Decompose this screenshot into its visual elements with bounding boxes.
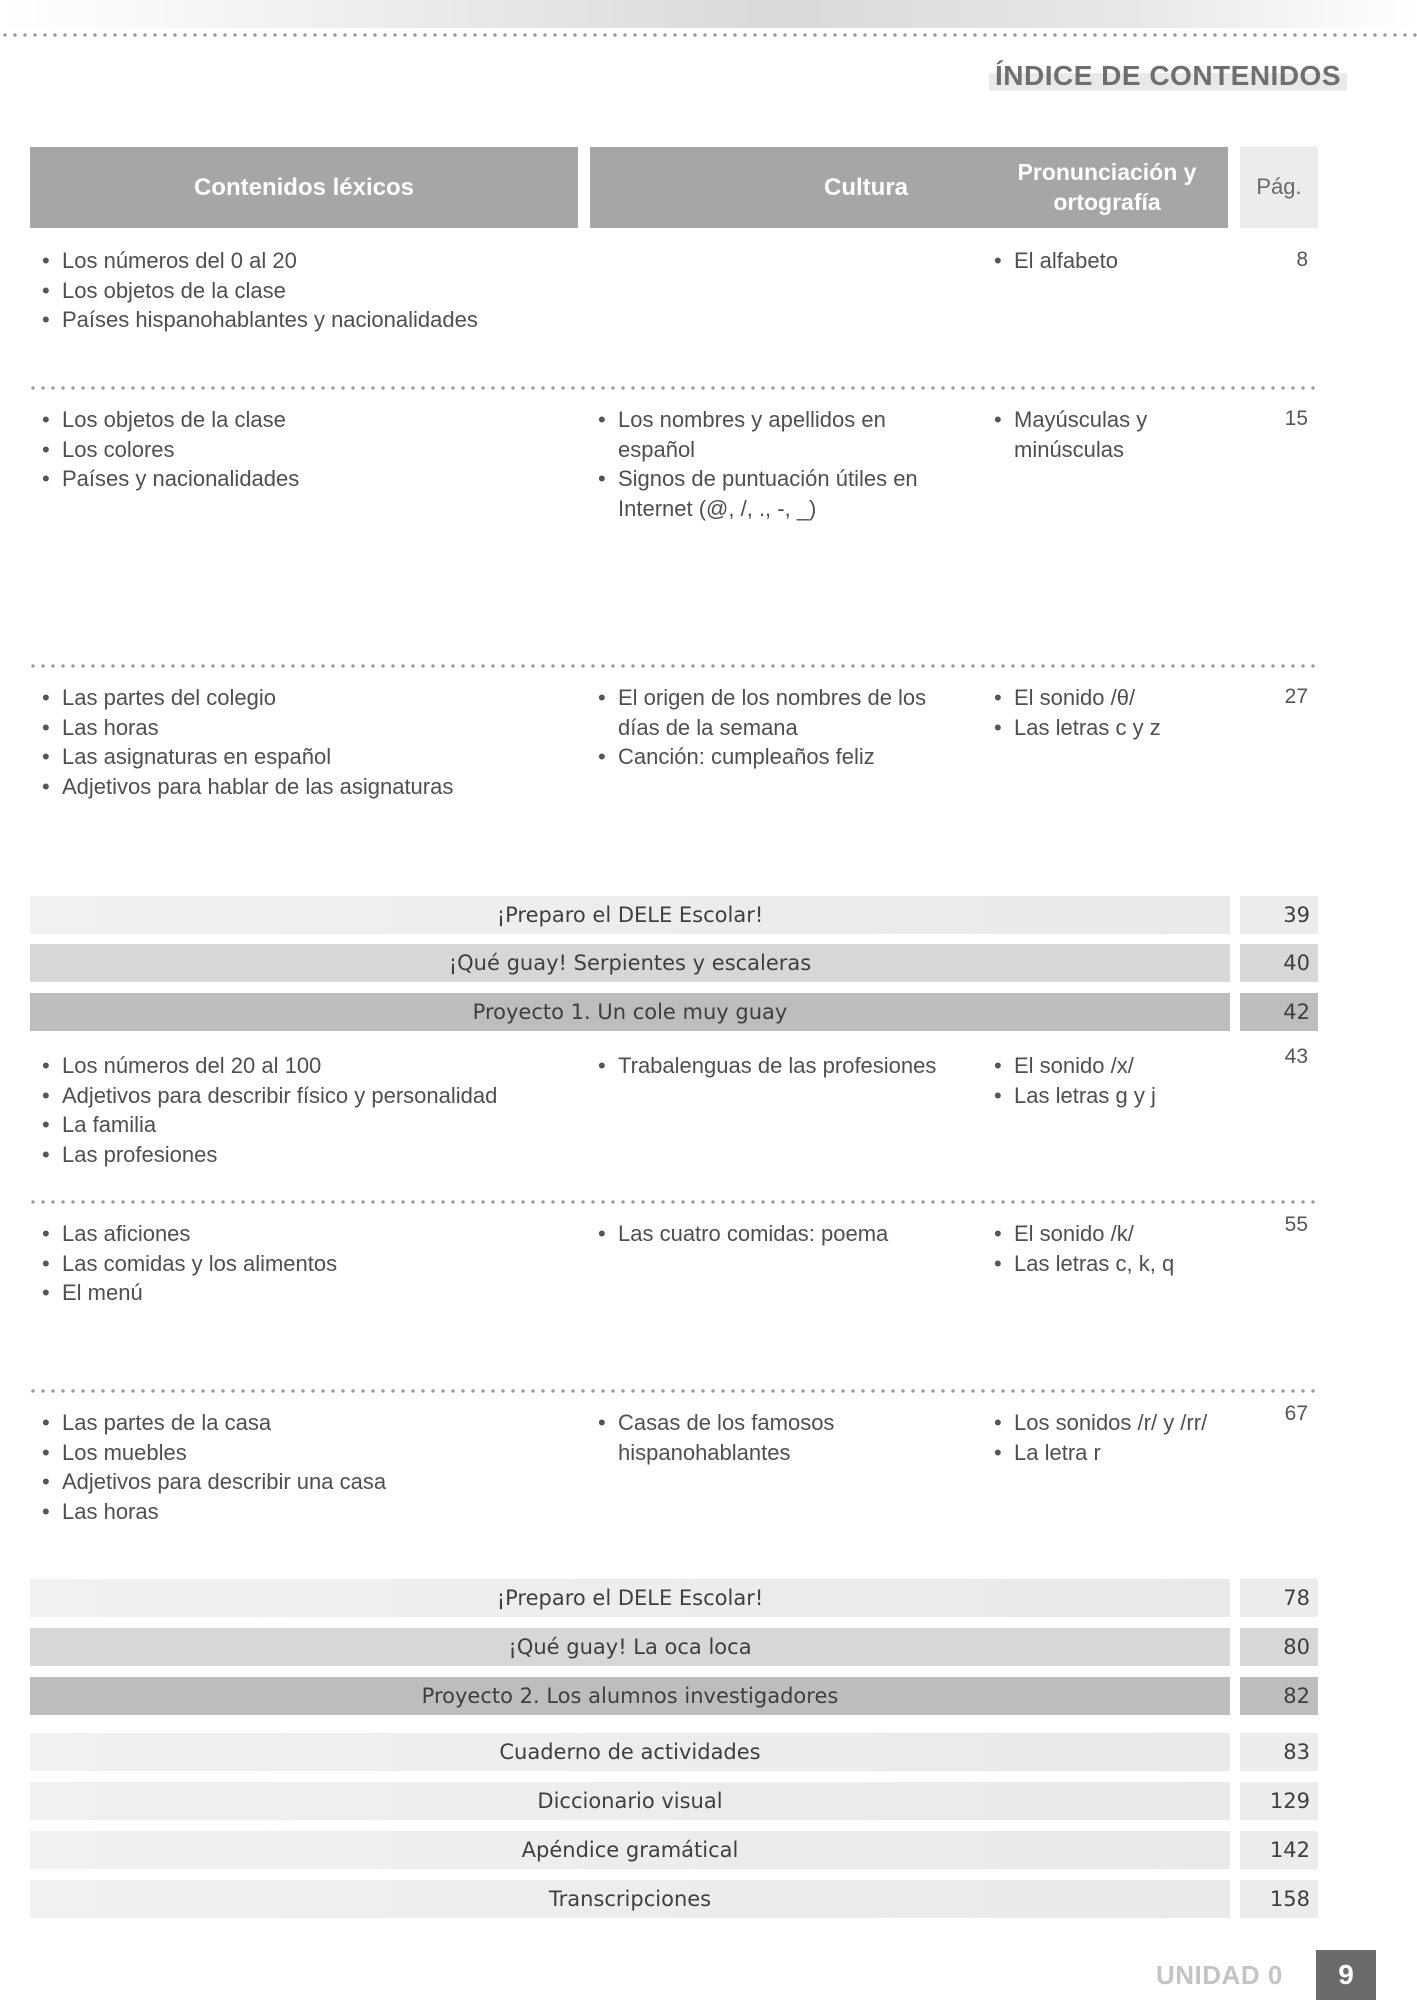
list-item: • Las partes de la casa	[40, 1408, 580, 1438]
unit-4-page: 43	[1284, 1045, 1308, 1068]
list-item: • El origen de los nombres de los días de la semana	[596, 683, 968, 742]
list-item: • El alfabeto	[992, 246, 1222, 276]
bar-apendice-gramatical-page: 142	[1240, 1831, 1318, 1869]
unit-6-pronunciacion	[992, 1408, 1222, 1467]
unit-3-cultura	[596, 683, 968, 772]
list-item: • La letra r	[992, 1438, 1222, 1468]
list-item: • La familia	[40, 1110, 580, 1140]
list-item: • Trabalenguas de las profesiones	[596, 1051, 968, 1081]
list-item: • Las letras c, k, q	[992, 1249, 1222, 1279]
list-item: • Países hispanohablantes y nacionalidades	[40, 305, 580, 335]
footer-unit-label: UNIDAD 0	[1156, 1960, 1283, 1990]
list-item: • Las asignaturas en español	[40, 742, 580, 772]
list-item: • Canción: cumpleaños feliz	[596, 742, 968, 772]
list-item: • Adjetivos para hablar de las asignaturas	[40, 772, 580, 802]
header-contenidos-lexicos: Contenidos léxicos	[30, 147, 578, 228]
bar-dele-escolar-1: ¡Preparo el DELE Escolar!	[30, 896, 1230, 934]
unit-6-page: 67	[1284, 1402, 1308, 1425]
bar-transcripciones-page: 158	[1240, 1880, 1318, 1918]
bar-diccionario-visual: Diccionario visual	[30, 1782, 1230, 1820]
dotted-divider	[28, 664, 1318, 668]
dotted-divider	[28, 1200, 1318, 1204]
bar-proyecto-2-page: 82	[1240, 1677, 1318, 1715]
dotted-divider	[28, 1389, 1318, 1393]
unit-6-lexicos	[40, 1408, 580, 1526]
unit-5-cultura	[596, 1219, 968, 1249]
unit-6-cultura	[596, 1408, 968, 1467]
bar-proyecto-1-page: 42	[1240, 993, 1318, 1031]
header-cultura: Cultura	[590, 147, 1142, 228]
bar-transcripciones: Transcripciones	[30, 1880, 1230, 1918]
list-item: • Los números del 0 al 20	[40, 246, 580, 276]
list-item: • Los nombres y apellidos en español	[596, 405, 968, 464]
list-item: • Los objetos de la clase	[40, 405, 580, 435]
unit-5-page: 55	[1284, 1213, 1308, 1236]
bar-cuaderno-actividades-page: 83	[1240, 1733, 1318, 1771]
unit-3-pronunciacion	[992, 683, 1222, 742]
unit-2-cultura	[596, 405, 968, 523]
bar-que-guay-1: ¡Qué guay! Serpientes y escaleras	[30, 944, 1230, 982]
bar-dele-escolar-2-page: 78	[1240, 1579, 1318, 1617]
list-item: • Las horas	[40, 713, 580, 743]
unit-2-page: 15	[1284, 407, 1308, 430]
unit-1-pronunciacion	[992, 246, 1222, 276]
header-pronunciacion: Pronunciación y ortografía	[986, 147, 1228, 228]
list-item: • El sonido /θ/	[992, 683, 1222, 713]
list-item: • El menú	[40, 1278, 580, 1308]
list-item: • Los muebles	[40, 1438, 580, 1468]
list-item: • Signos de puntuación útiles en Internet (@, /, ., -, _)	[596, 464, 968, 523]
bar-proyecto-1: Proyecto 1. Un cole muy guay	[30, 993, 1230, 1031]
unit-4-cultura	[596, 1051, 968, 1081]
unit-5-lexicos	[40, 1219, 580, 1308]
list-item: • Casas de los famosos hispanohablantes	[596, 1408, 968, 1467]
bar-que-guay-2: ¡Qué guay! La oca loca	[30, 1628, 1230, 1666]
unit-4-lexicos	[40, 1051, 580, 1169]
bar-que-guay-1-page: 40	[1240, 944, 1318, 982]
page-title: ÍNDICE DE CONTENIDOS	[989, 60, 1347, 92]
list-item: • Las letras c y z	[992, 713, 1222, 743]
list-item: • Los objetos de la clase	[40, 276, 580, 306]
top-shade-band	[0, 0, 1417, 28]
list-item: • Las aficiones	[40, 1219, 580, 1249]
unit-4-pronunciacion	[992, 1051, 1222, 1110]
list-item: • Adjetivos para describir una casa	[40, 1467, 580, 1497]
top-dotted-divider	[0, 33, 1417, 37]
list-item: • Los números del 20 al 100	[40, 1051, 580, 1081]
unit-5-pronunciacion	[992, 1219, 1222, 1278]
unit-2-lexicos	[40, 405, 580, 494]
bar-cuaderno-actividades: Cuaderno de actividades	[30, 1733, 1230, 1771]
unit-2-pronunciacion	[992, 405, 1222, 464]
header-pagina: Pág.	[1240, 147, 1318, 228]
list-item: • Los colores	[40, 435, 580, 465]
bar-apendice-gramatical: Apéndice gramátical	[30, 1831, 1230, 1869]
bar-que-guay-2-page: 80	[1240, 1628, 1318, 1666]
list-item: • Las comidas y los alimentos	[40, 1249, 580, 1279]
unit-3-page: 27	[1284, 685, 1308, 708]
list-item: • Los sonidos /r/ y /rr/	[992, 1408, 1222, 1438]
list-item: • El sonido /x/	[992, 1051, 1222, 1081]
bar-dele-escolar-2: ¡Preparo el DELE Escolar!	[30, 1579, 1230, 1617]
dotted-divider	[28, 386, 1318, 390]
list-item: • Las letras g y j	[992, 1081, 1222, 1111]
list-item: • El sonido /k/	[992, 1219, 1222, 1249]
unit-3-lexicos	[40, 683, 580, 801]
list-item: • Países y nacionalidades	[40, 464, 580, 494]
bar-diccionario-visual-page: 129	[1240, 1782, 1318, 1820]
list-item: • Las profesiones	[40, 1140, 580, 1170]
footer-page-number: 9	[1316, 1950, 1376, 2000]
list-item: • Las cuatro comidas: poema	[596, 1219, 968, 1249]
unit-1-lexicos	[40, 246, 580, 335]
list-item: • Las partes del colegio	[40, 683, 580, 713]
bar-dele-escolar-1-page: 39	[1240, 896, 1318, 934]
list-item: • Mayúsculas y minúsculas	[992, 405, 1222, 464]
bar-proyecto-2: Proyecto 2. Los alumnos investigadores	[30, 1677, 1230, 1715]
unit-1-page: 8	[1296, 248, 1308, 271]
list-item: • Adjetivos para describir físico y personalidad	[40, 1081, 580, 1111]
list-item: • Las horas	[40, 1497, 580, 1527]
